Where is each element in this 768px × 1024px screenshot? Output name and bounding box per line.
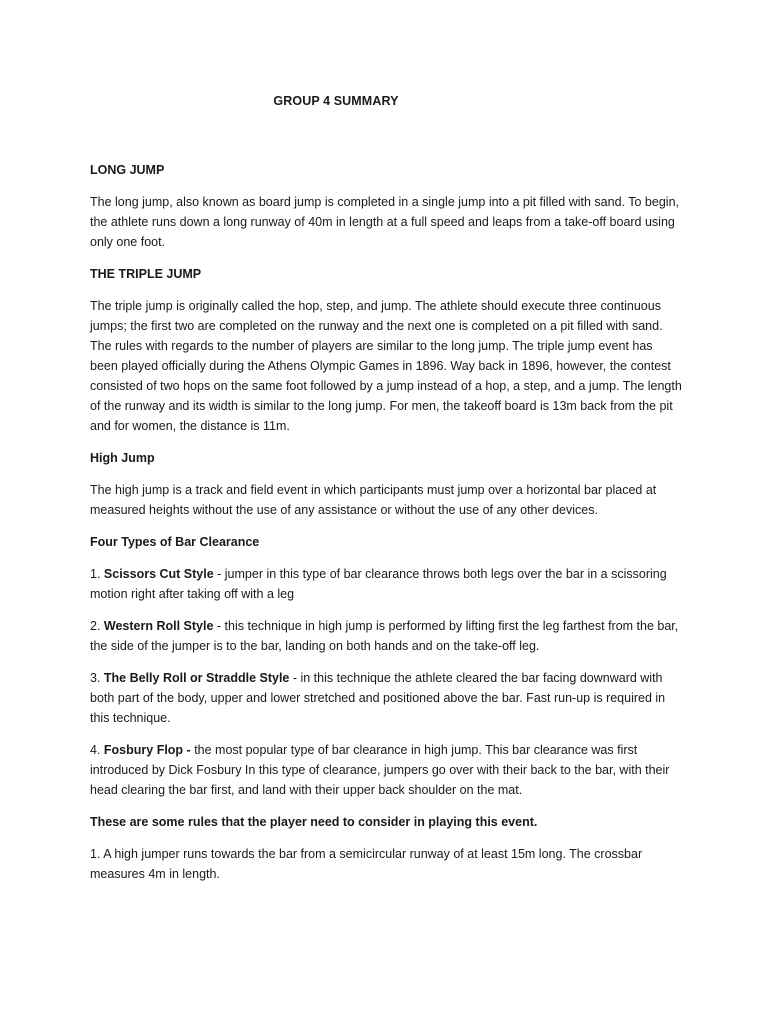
list-item-term: The Belly Roll or Straddle Style (103, 671, 290, 685)
list-item-number: 1. (90, 567, 104, 581)
section-heading-triple-jump: THE TRIPLE JUMP (90, 267, 202, 281)
paragraph-long-jump: The long jump, also known as board jump is completed in a single jump into a pit filled with sand. To begin, the athlete runs down a long runway of 40m in length at a full speed and leaps from a take-off board using only one foot. (90, 195, 679, 249)
page-title: GROUP 4 SUMMARY (273, 94, 399, 108)
list-item-text: - this technique in high jump is performed by lifting first the leg farthest from the bar, the side of the jumper is to the bar, landing on both hands and on the take-off leg. (90, 619, 679, 653)
list-item-bar-clearance-3 (90, 668, 682, 728)
list-item-number: 4. (90, 743, 104, 757)
list-item-bar-clearance-1 (90, 564, 682, 604)
list-item-bar-clearance-2 (90, 616, 682, 656)
list-item-bar-clearance-4 (90, 740, 682, 800)
list-item-text: - jumper in this type of bar clearance throws both legs over the bar in a scissoring motion right after taking off with a leg (90, 567, 667, 601)
list-item-number: 2. (90, 619, 104, 633)
document-body (90, 160, 682, 896)
section-heading-rules: These are some rules that the player need to consider in playing this event. (90, 815, 538, 829)
section-heading-bar-clearance: Four Types of Bar Clearance (90, 535, 260, 549)
list-item-text: the most popular type of bar clearance in high jump. This bar clearance was first introduced by Dick Fosbury In this type of clearance, jumpers go over with their back to the bar, with their head clearing the bar first, and land with their upper back shoulder on the mat. (90, 743, 670, 797)
list-item-text: - in this technique the athlete cleared the bar facing downward with both part of the body, upper and lower stretched and positioned above the bar. Fast run-up is required in this technique. (90, 671, 666, 725)
list-item-term: Scissors Cut Style (103, 567, 214, 581)
list-item-number: 3. (90, 671, 104, 685)
section-heading-high-jump: High Jump (90, 451, 155, 465)
paragraph-high-jump: The high jump is a track and field event in which participants must jump over a horizontal bar placed at measured heights without the use of any assistance or without the use of any other devices. (90, 483, 657, 517)
list-item-term: Western Roll Style (103, 619, 214, 633)
list-item-term: Fosbury Flop - (103, 743, 195, 757)
list-item-rule-1: 1. A high jumper runs towards the bar from a semicircular runway of at least 15m long. The crossbar measures 4m in length. (90, 847, 643, 881)
section-heading-long-jump: LONG JUMP (90, 163, 165, 177)
paragraph-triple-jump: The triple jump is originally called the hop, step, and jump. The athlete should execute three continuous jumps; the first two are completed on the runway and the next one is completed on a pit filled with sand. The rules with regards to the number of players are similar to the long jump. The triple jump event has been played officially during the Athens Olympic Games in 1896. Way back in 1896, however, the contest consisted of two hops on the same foot followed by a jump instead of a hop, a step, and a jump. The length of the runway and its width is similar to the long jump. For men, the takeoff board is 13m back from the pit and for women, the distance is 11m. (90, 299, 682, 433)
